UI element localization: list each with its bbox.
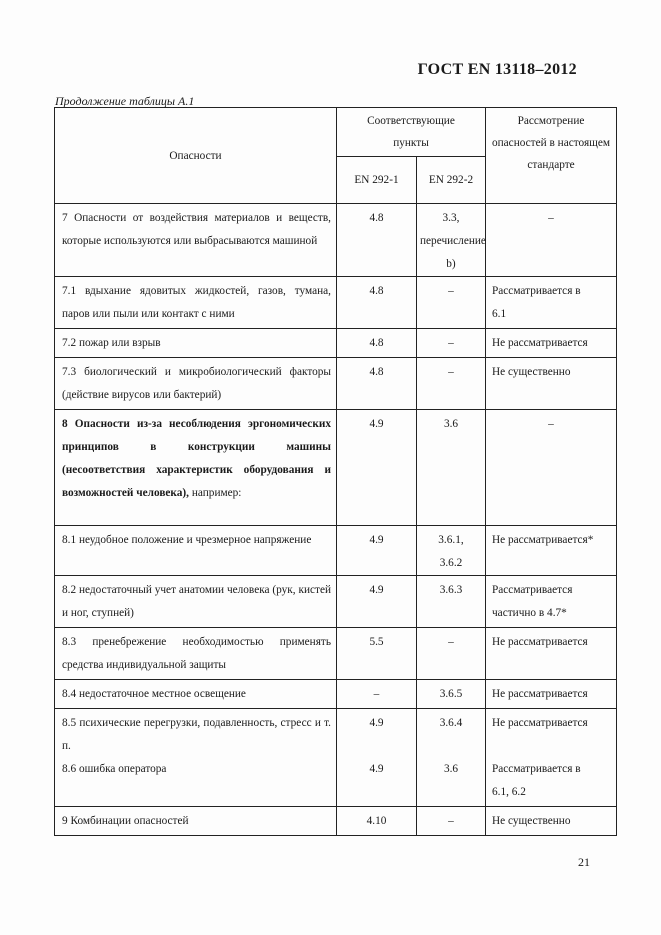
- header-corresponding-clauses: Соответствующие пункты: [337, 108, 486, 157]
- status-cell: Не существенно: [486, 358, 617, 410]
- en292-2-cell: 3.6.5: [417, 680, 486, 709]
- en292-1-cell: 4.8: [337, 204, 417, 277]
- en292-1-cell: 4.10: [337, 807, 417, 836]
- en292-2-cell: –: [417, 628, 486, 680]
- hazard-cell: 9 Комбинации опасностей: [55, 807, 337, 836]
- hazard-cell: 8.2 недостаточный учет анатомии человека (рук, кистей и ног, ступней): [55, 576, 337, 628]
- table-row: [55, 329, 617, 358]
- hazard-cell: 7.3 биологический и микробиологический факторы (действие вирусов или бактерий): [55, 358, 337, 410]
- table-row: [55, 204, 617, 277]
- table-row: [55, 709, 617, 807]
- table-row: [55, 526, 617, 576]
- hazard-cell: 7 Опасности от воздействия материалов и веществ, которые используются или выбрасываются машиной: [55, 204, 337, 277]
- en292-2-cell: –: [417, 358, 486, 410]
- en292-1-cell: 4.9: [337, 526, 417, 576]
- en292-2-cell: 3.6: [417, 410, 486, 526]
- table-row: [55, 807, 617, 836]
- status-cell: –: [486, 410, 617, 526]
- status-cell: Рассматривается частично в 4.7*: [486, 576, 617, 628]
- table-row: [55, 277, 617, 329]
- status-cell: Не рассматривается: [486, 680, 617, 709]
- status-cell: Не рассматривается*: [486, 526, 617, 576]
- hazard-cell: 8.1 неудобное положение и чрезмерное напряжение: [55, 526, 337, 576]
- en292-1-cell: 4.8: [337, 277, 417, 329]
- hazard-cell: 8.3 пренебрежение необходимостью применять средства индивидуальной защиты: [55, 628, 337, 680]
- hazard-tail: например:: [191, 487, 242, 499]
- en292-1-cell: 4.9: [337, 410, 417, 526]
- en292-2-cell: –: [417, 807, 486, 836]
- hazard-cell: 7.2 пожар или взрыв: [55, 329, 337, 358]
- en292-2-cell: 3.6.4 3.6: [417, 709, 486, 807]
- header-en292-1: EN 292-1: [337, 157, 417, 204]
- hazard-8-5: 8.5 психические перегрузки, подавленность, стресс и т. п.: [62, 717, 331, 752]
- header-consideration: Рассмотрение опасностей в настоящем стандарте: [486, 108, 617, 204]
- en292-1-cell: –: [337, 680, 417, 709]
- status-cell: Рассматривается в 6.1: [486, 277, 617, 329]
- hazard-cell: 8.4 недостаточное местное освещение: [55, 680, 337, 709]
- table-row: [55, 680, 617, 709]
- page-number: 21: [578, 855, 590, 869]
- table-row: [55, 358, 617, 410]
- hazard-8-6: 8.6 ошибка оператора: [62, 763, 167, 775]
- status-cell: Не рассматривается: [486, 628, 617, 680]
- standard-code: ГОСТ EN 13118–2012: [417, 61, 577, 78]
- status-cell: Не рассматривается: [486, 329, 617, 358]
- hazard-cell: [55, 709, 337, 807]
- hazard-cell: [55, 410, 337, 526]
- table-caption: Продолжение таблицы А.1: [55, 94, 195, 108]
- hazard-cell: 7.1 вдыхание ядовитых жидкостей, газов, тумана, паров или пыли или контакт с ними: [55, 277, 337, 329]
- header-hazards: Опасности: [55, 108, 337, 204]
- hazard-heading: 8 Опасности из-за несоблюдения эргономических принципов в конструкции машины (несоответствия характеристик оборудования и возможностей человека),: [62, 418, 331, 499]
- table-row: [55, 410, 617, 526]
- en292-1-cell: 4.8: [337, 358, 417, 410]
- en292-1-cell: 4.8: [337, 329, 417, 358]
- table-row: [55, 576, 617, 628]
- status-cell: Не рассматривается Рассматривается в 6.1, 6.2: [486, 709, 617, 807]
- en292-2-cell: –: [417, 329, 486, 358]
- status-cell: Не существенно: [486, 807, 617, 836]
- hazards-table: [54, 107, 617, 836]
- status-cell: –: [486, 204, 617, 277]
- en292-2-cell: 3.6.1, 3.6.2: [417, 526, 486, 576]
- en292-2-cell: 3.3, перечисление b): [417, 204, 486, 277]
- en292-1-cell: 5.5: [337, 628, 417, 680]
- en292-1-cell: 4.9 4.9: [337, 709, 417, 807]
- header-en292-2: EN 292-2: [417, 157, 486, 204]
- table-row: [55, 628, 617, 680]
- en292-2-cell: 3.6.3: [417, 576, 486, 628]
- en292-1-cell: 4.9: [337, 576, 417, 628]
- en292-2-cell: –: [417, 277, 486, 329]
